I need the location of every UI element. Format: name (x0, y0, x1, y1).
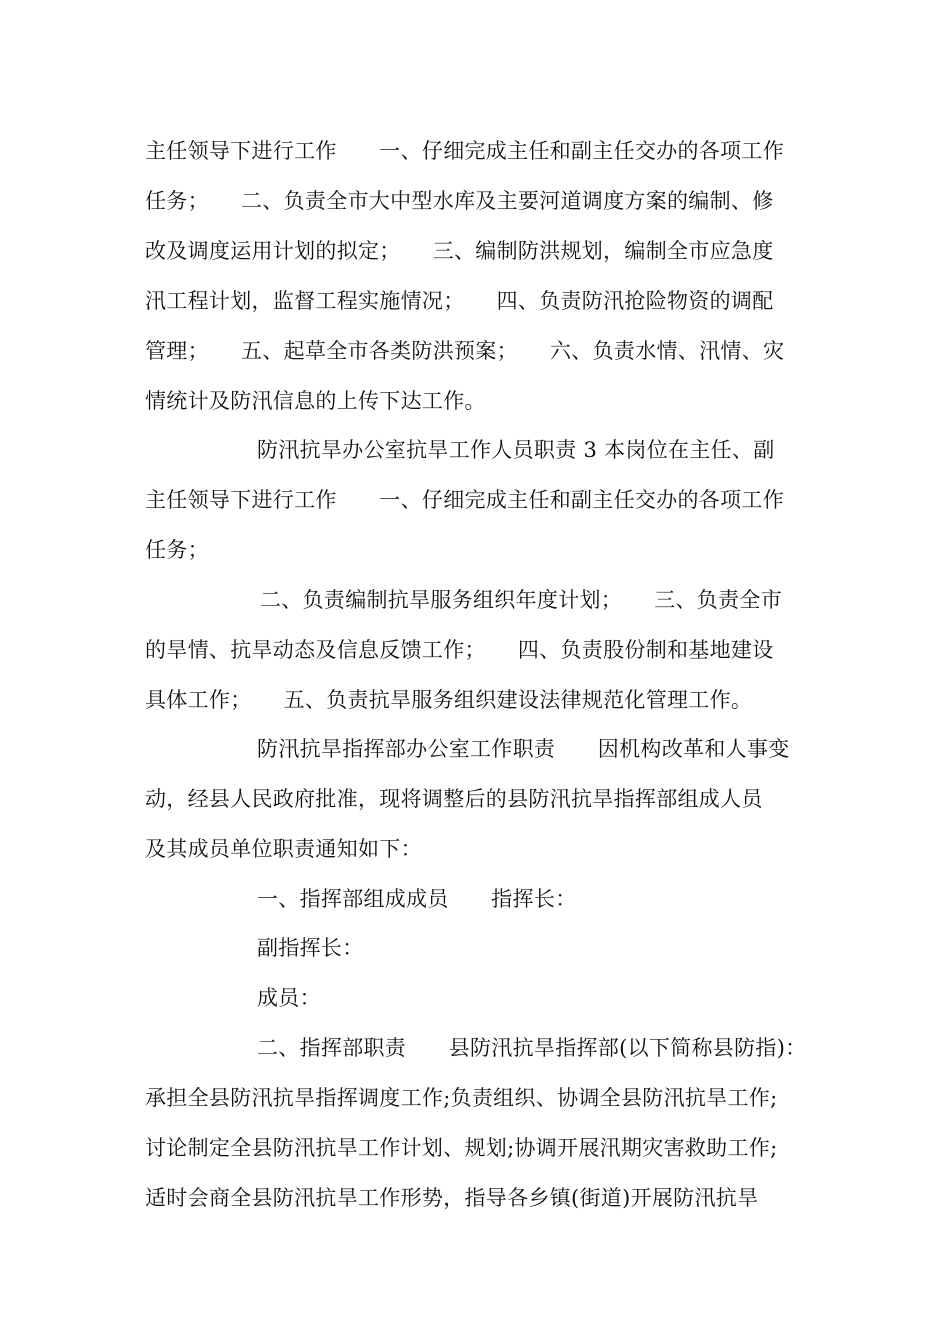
text-line: 任务； 二、负责全市大中型水库及主要河道调度方案的编制、修 (145, 189, 774, 213)
text-line: 动，经县人民政府批准，现将调整后的县防汛抗旱指挥部组成人员 (145, 787, 763, 811)
paragraph-members (145, 973, 815, 1023)
text-line: 具体工作； 五、负责抗旱服务组织建设法律规范化管理工作。 (145, 688, 753, 712)
text-line: 改及调度运用计划的拟定； 三、编制防洪规划，编制全市应急度 (145, 239, 774, 263)
text-line: 主任领导下进行工作 一、仔细完成主任和副主任交办的各项工作 (145, 488, 784, 512)
text-line: 管理； 五、起草全市各类防洪预案； 六、负责水情、汛情、灾 (145, 339, 785, 363)
text-line: 及其成员单位职责通知如下： (145, 837, 422, 861)
paragraph-headquarters-office-duties (145, 724, 815, 874)
text-line: 二、指挥部职责 县防汛抗旱指挥部(以下简称县防指)： (257, 1036, 807, 1060)
paragraph-drought-staff-duties-3 (145, 425, 815, 575)
paragraph-drought-tasks (145, 575, 815, 725)
text-line: 任务； (145, 538, 209, 562)
text-line: 情统计及防汛信息的上传下达工作。 (145, 389, 486, 413)
text-line: 成员： (257, 986, 321, 1010)
text-line: 讨论制定全县防汛抗旱工作计划、规划;协调开展汛期灾害救助工作; (145, 1136, 778, 1160)
paragraph-headquarters-duties (145, 1023, 815, 1223)
text-line: 防汛抗旱办公室抗旱工作人员职责 3 本岗位在主任、副 (257, 438, 775, 462)
text-line: 一、指挥部组成成员 指挥长： (257, 887, 577, 911)
paragraph-office-duties-2 (145, 126, 815, 426)
paragraph-members-heading (145, 874, 815, 924)
text-line: 二、负责编制抗旱服务组织年度计划； 三、负责全市 (260, 588, 782, 612)
text-line: 副指挥长： (257, 936, 364, 960)
text-line: 主任领导下进行工作 一、仔细完成主任和副主任交办的各项工作 (145, 139, 784, 163)
text-line: 适时会商全县防汛抗旱工作形势，指导各乡镇(街道)开展防汛抗旱 (145, 1186, 759, 1210)
text-line: 汛工程计划，监督工程实施情况； 四、负责防汛抢险物资的调配 (145, 289, 774, 313)
paragraph-deputy-commander (145, 923, 815, 973)
text-line: 承担全县防汛抗旱指挥调度工作;负责组织、协调全县防汛抗旱工作; (145, 1086, 778, 1110)
text-line: 防汛抗旱指挥部办公室工作职责 因机构改革和人事变 (257, 737, 790, 761)
text-line: 的旱情、抗旱动态及信息反馈工作； 四、负责股份制和基地建设 (145, 638, 774, 662)
